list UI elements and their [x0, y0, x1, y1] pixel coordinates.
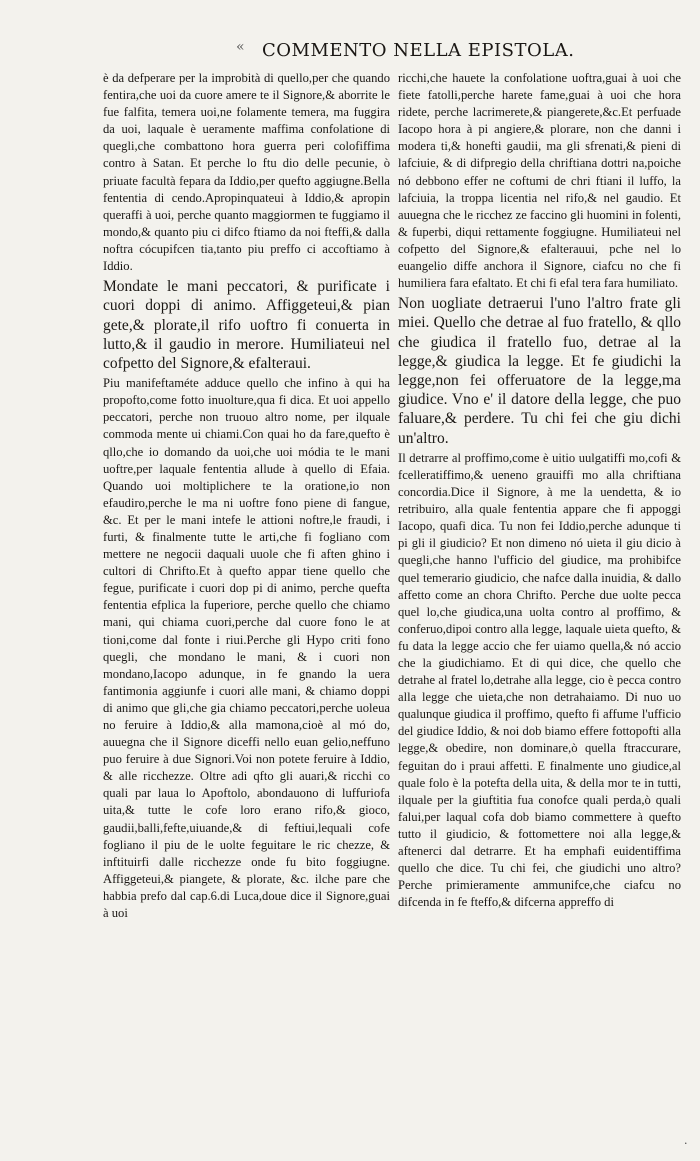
right-column [398, 70, 681, 911]
commentary-paragraph: Il detrarre al proffimo,come è uitio uulgatiffi mo,cofi & fcelleratiffimo,& ueneno grauiffi mo alla chriftiana concordia.Dice il Signore, à me la uendetta, & io retribuiro, alla quale fententia appare che fi appoggi Iacopo, quafi dica. Tu non fei Iddio,perche adunque ti pi gli il giudicio? Et non dimeno nó uieta il giu dicio à quegli,che hanno l'ufficio del giudice, ma prohibifce quel temerario giudicio, che nafce dalla inuidia, & dallo affetto come an chora Chrifto. Perche due uolte pecca quel lo,che giudica,una uolta contro al proffimo, & conferuo,dipoi contro alla legge, laquale uieta quefto, & fu data la legge accio che fer uiamo quella,& nó accio che la giudichiamo. Et di qui dice, che quello che detrahe al fratel lo,detrahe alla legge, cio è pecca contro alla legge che uieta,che non detrahaiamo. Di nuo uo qualunque giudica il proffimo, quefto fi affume l'ufficio del giudice Iddio, & noi dob biamo effere fottopofti alla legge,& obedire, non dominare,ò quella ftraccurare, feguitan do i praui affetti. E finalmente uno giudice,al quale folo è la potefta della uita, & della mor te in tutti, ilquale per la giuftitia fua conofce quali perda,ò quali falui,per laqual cofa dob biamo commettere à quefto tutto il giudicio, & fottomettere noi alla legge,& aftenerci dal detrarre. Et ha emphafi euidentiffima quello che dice. Tu chi fei, che giudichi uno altro? Perche primieramente ammunifce,che ciafcu no difcenda in fe fteffo,& difcerna appreffo di [398, 450, 681, 910]
scripture-lemma: Non uogliate detraerui l'uno l'altro frate gli miei. Quello che detrae al fuo fratello, & qllo che giudica il fratello fuo, detrae al la legge,& giudica la legge. Et fe giudichi la legge,non fei offeruatore de la legge,ma giudice. Vno e' il datore della legge, che puo faluare,& perdere. Tu chi fei che giu dichi un'altro. [398, 295, 681, 447]
header-flourish: « [236, 39, 245, 55]
scripture-lemma: Mondate le mani peccatori, & purificate i cuori doppi di animo. Affiggeteui,& pian gete,& plorate,il rifo uoftro fi conuerta in lutto,& il gaudio in merore. Humiliateui nel cofpetto del Signore,& efalteraui. [103, 278, 390, 372]
commentary-paragraph: ricchi,che hauete la confolatione uoftra,guai à uoi che fiete fatolli,perche harete fame,guai à uoi che hora ridete, perche lacrimerete,& piangerete,&c.Et perfuade Iacopo hora à pi angiere,& plorare, non che danni i modera ti,& honefti gaudii, ma gli sfrenati,& pieni di lafciuie, & di difpregio della chriftiana dottri na,poiche nó debbono effer ne coftumi de chri ftiani il luffo, la lafciuia, la troppa licentia nel rifo,& nel gaudio. Et auuegna che le ricchez ze faccino gli huomini in folenti, & fuperbi, diqui rettamente foggiugne. Humiliateui nel cofpetto del Signore,& efalterauui, pche nel lo euangelio diffe anchora il Signore, ciafcu no che fi humiliera fara efaltato. Et chi fi efal tera fara humiliato. [398, 71, 681, 291]
commentary-paragraph: è da defperare per la improbità di quello,per che quando fentira,che uoi da cuore amere te il Signore,& aborrite le fue falfita, temera uoi,ne folamente temera, ma fuggira da uoi, laquale è ueramente maffima confolatione di quegli,che combattono hora guerra peri colofiffima contro à Satan. Et perche lo ftu dio delle pecunie, ò priuate facultà fepara da Iddio,per quefto aggiugne.Bella fententia di cendo.Apropinquateui à Iddio,& apropin queraffi à uoi, perche quanto maggiormen te fuggiamo il mondo,& quanto piu ci difco ftiamo da noi fteffi,& dalla noftra cócupifcen tia,tanto piu preffo ci accoftiamo à Iddio. [103, 71, 390, 274]
left-column [103, 70, 390, 922]
commentary-paragraph: Piu manifeftaméte adduce quello che infino à qui ha propofto,come fotto inuolture,qua fi dica. Et uoi appello peccatori, perche non truouo altro nome, per ilquale commoda mente ui chiami.Con quai ho da fare,quefto è qllo,che io domando da uoi,che uoi módia te le mani uoftre,per laquale fententia allude à quello di Efaia. Quando uoi moltiplichere te la oratione,io non efaudiro,perche le ma ni uoftre fono piene di fangue, &c. Et per le mani intefe le attioni noftre,le fraudi, i furti, & finalmente tutte le arti,che fi fogliano com mettere ne negocii daquali uuole che fi aften ghino i cultori di Chrifto.Et à quefto appar tiene quello che fegue, purificate i cuori dop pi di animo, perche quefta fententia efplica la fuperiore, perche quello che chiamo mani, qui chiama cuori,perche dal cuore fono le at tioni,come dal fonte i riui.Perche gli Hypo criti fono quegli, che mondano le mani, & i cuori non mondano,Iacopo adunque, in fe gnando la uera fantimonia aggiunfe i cuori alle mani, & chiamo doppi di animo que gli,che gia chiamo peccatori,perche uoleua no feruire à Iddio,& alla mamona,cioè al mó do, auuegna che il Signore diceffi nello euan gelio,neffuno puo feruire à due Signori.Voi non potete feruire à Iddio, & alle ricchezze. Oltre adi qfto gli auari,& ricchi co quali par laua lo Apoftolo, abondauono di luffuriofa uita,& tutte le cofe loro erano rifo,& gioco, gaudii,balli,fefte,uiuande,& di feftiui,lequali cofe fogliano il piu de le uolte feguitare le ric chezze, & inftituirfi dalle ricchezze onde fu bito foggiugne. Affiggeteui,& piangete, & plorate, &c. ilche pare che habbia prefo dal cap.6.di Luca,doue dice il Signore,guai à uoi [103, 376, 390, 921]
running-head: COMMENTO NELLA EPISTOLA. [262, 40, 575, 61]
edge-mark: . [684, 1134, 688, 1147]
